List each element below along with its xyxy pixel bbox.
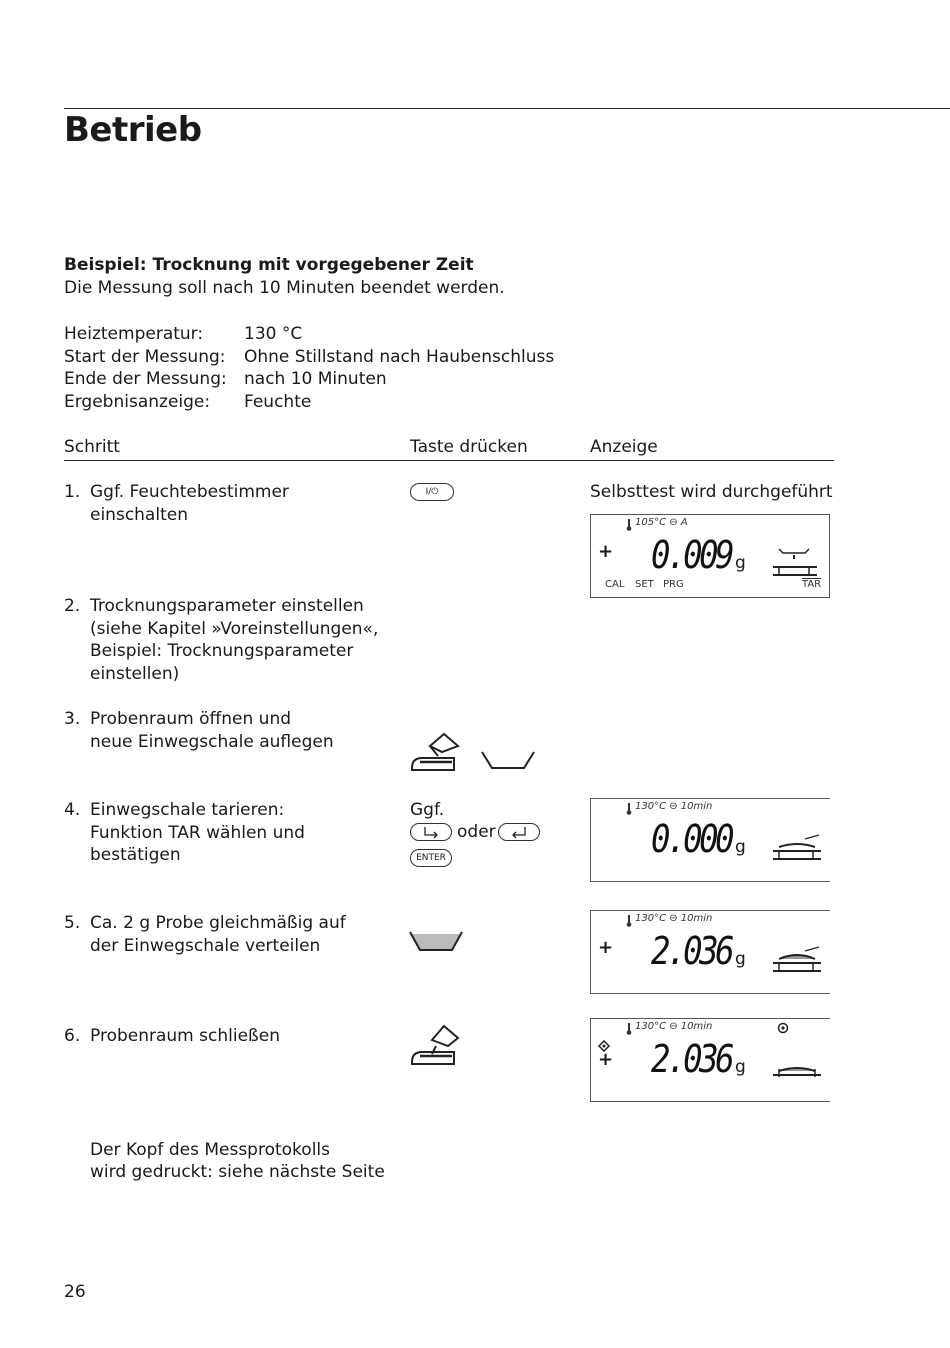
step-text: Ca. 2 g Probe gleichmäßig auf (90, 913, 346, 933)
step-text: Ggf. Feuchtebestimmer (90, 482, 289, 502)
display-panel-2 (590, 798, 830, 882)
display-value: 2.036 (651, 929, 732, 973)
step-text: (siehe Kapitel »Voreinstellungen«, (90, 619, 379, 639)
display-value: 2.036 (651, 1037, 732, 1081)
step-text: Probenraum schließen (90, 1026, 280, 1046)
param-label: Ergebnisanzeige: (64, 392, 211, 412)
step-text: Probenraum öffnen und (90, 709, 292, 729)
header-rule (64, 460, 834, 461)
column-header-key: Taste drücken (410, 437, 528, 457)
power-key-icon[interactable]: I/⏻ (410, 483, 454, 501)
display-unit: g (735, 949, 746, 969)
step-text: neue Einwegschale auflegen (90, 732, 334, 752)
display-panel-3 (590, 910, 830, 994)
thermometer-icon (625, 803, 633, 815)
plus-sign-icon: + (598, 937, 614, 958)
column-header-display: Anzeige (590, 437, 658, 457)
arrow-down-left-icon (499, 824, 539, 840)
display-status: 130°C ⊖ 10min (635, 913, 713, 924)
step-number: 5. (64, 913, 81, 933)
arrow-down-right-icon (411, 824, 451, 840)
enter-key[interactable]: ENTER (410, 849, 452, 867)
plus-sign-icon: + (598, 541, 614, 562)
step-number: 4. (64, 800, 81, 820)
arrow-left-key[interactable] (498, 823, 540, 841)
target-icon (777, 1022, 789, 1034)
step-text: Funktion TAR wählen und (90, 823, 305, 843)
display-status: 105°C ⊖ A (635, 517, 688, 528)
step-number: 2. (64, 596, 81, 616)
page-number: 26 (64, 1282, 86, 1302)
display-message: Selbsttest wird durchgeführt (590, 482, 833, 502)
step-number: 6. (64, 1026, 81, 1046)
step-text: bestätigen (90, 845, 181, 865)
key-or: oder (457, 822, 496, 842)
display-panel-4 (590, 1018, 830, 1102)
menu-set: SET (635, 579, 654, 590)
thermometer-icon (625, 519, 633, 531)
menu-prg: PRG (663, 579, 684, 590)
arrow-right-key[interactable] (410, 823, 452, 841)
weighing-pan-icon (771, 545, 819, 579)
example-heading: Beispiel: Trocknung mit vorgegebener Zeit (64, 255, 474, 275)
pan-with-sample-icon (408, 930, 464, 954)
page-title: Betrieb (64, 110, 202, 150)
disposable-pan-icon (480, 750, 536, 772)
display-unit: g (735, 837, 746, 857)
example-subline: Die Messung soll nach 10 Minuten beendet werden. (64, 278, 505, 298)
plus-sign-icon: + (598, 1049, 614, 1070)
top-rule (64, 108, 950, 109)
param-label: Ende der Messung: (64, 369, 227, 389)
param-label: Heiztemperatur: (64, 324, 204, 344)
thermometer-icon (625, 1023, 633, 1035)
step-number: 3. (64, 709, 81, 729)
step-text: einstellen) (90, 664, 180, 684)
display-panel-1 (590, 514, 830, 598)
key-prefix: Ggf. (410, 800, 445, 820)
step-number: 1. (64, 482, 81, 502)
pan-with-sample-icon (771, 945, 823, 975)
param-label: Start der Messung: (64, 347, 226, 367)
footer-note-line: wird gedruckt: siehe nächste Seite (90, 1162, 385, 1182)
step-text: Einwegschale tarieren: (90, 800, 285, 820)
display-status: 130°C ⊖ 10min (635, 1021, 713, 1032)
open-lid-icon (408, 732, 464, 774)
display-unit: g (735, 553, 746, 573)
thermometer-icon (625, 915, 633, 927)
menu-tar: $\overline{TAR}$ (802, 579, 822, 590)
step-text: Beispiel: Trocknungsparameter (90, 641, 354, 661)
display-value: 0.000 (651, 817, 732, 861)
display-unit: g (735, 1057, 746, 1077)
param-value: 130 °C (244, 324, 303, 344)
step-text: einschalten (90, 505, 188, 525)
column-header-step: Schritt (64, 437, 120, 457)
step-text: der Einwegschale verteilen (90, 936, 321, 956)
step-text: Trocknungsparameter einstellen (90, 596, 364, 616)
pan-with-dish-icon (771, 1059, 823, 1083)
display-status: 130°C ⊖ 10min (635, 801, 713, 812)
param-value: Ohne Stillstand nach Haubenschluss (244, 347, 555, 367)
param-value: nach 10 Minuten (244, 369, 387, 389)
menu-cal: CAL (605, 579, 625, 590)
display-value: 0.009 (651, 533, 732, 577)
param-value: Feuchte (244, 392, 312, 412)
close-lid-icon (408, 1024, 464, 1068)
pan-with-dish-icon (771, 833, 823, 863)
footer-note-line: Der Kopf des Messprotokolls (90, 1140, 330, 1160)
